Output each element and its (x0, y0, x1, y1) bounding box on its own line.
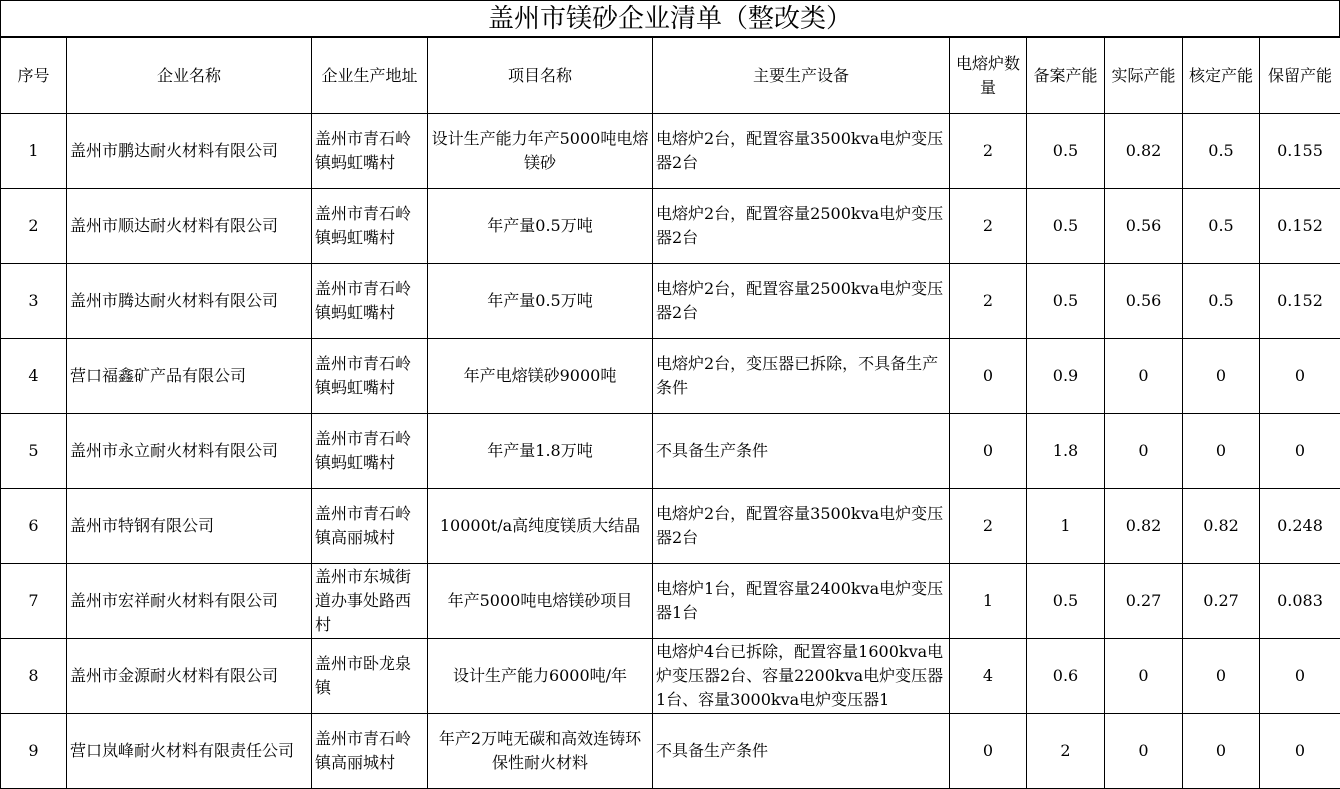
sheet-title: 盖州市镁砂企业清单（整改类） (0, 0, 1340, 37)
cell-actual-capacity: 0 (1105, 714, 1183, 789)
cell-furnace-count: 0 (950, 339, 1027, 414)
cell-actual-capacity: 0 (1105, 414, 1183, 489)
cell-company-name: 盖州市顺达耐火材料有限公司 (67, 189, 312, 264)
cell-approved-capacity: 0 (1183, 414, 1260, 489)
cell-no: 1 (1, 114, 67, 189)
cell-project: 10000t/a高纯度镁质大结晶 (428, 489, 653, 564)
cell-filed-capacity: 0.5 (1027, 114, 1105, 189)
col-header-project: 项目名称 (428, 38, 653, 114)
cell-address: 盖州市青石岭镇蚂虹嘴村 (312, 114, 428, 189)
col-header-name: 企业名称 (67, 38, 312, 114)
cell-address: 盖州市青石岭镇高丽城村 (312, 714, 428, 789)
cell-no: 9 (1, 714, 67, 789)
cell-filed-capacity: 2 (1027, 714, 1105, 789)
cell-filed-capacity: 1.8 (1027, 414, 1105, 489)
col-header-retained-capacity: 保留产能 (1260, 38, 1340, 114)
cell-project: 年产量0.5万吨 (428, 264, 653, 339)
cell-furnace-count: 0 (950, 714, 1027, 789)
cell-equipment: 电熔炉1台，配置容量2400kva电炉变压器1台 (653, 564, 950, 639)
cell-no: 6 (1, 489, 67, 564)
cell-actual-capacity: 0.82 (1105, 114, 1183, 189)
cell-project: 年产5000吨电熔镁砂项目 (428, 564, 653, 639)
cell-equipment: 电熔炉2台，变压器已拆除，不具备生产条件 (653, 339, 950, 414)
cell-furnace-count: 2 (950, 264, 1027, 339)
cell-no: 4 (1, 339, 67, 414)
cell-company-name: 盖州市腾达耐火材料有限公司 (67, 264, 312, 339)
cell-retained-capacity: 0.083 (1260, 564, 1340, 639)
col-header-no: 序号 (1, 38, 67, 114)
cell-equipment: 电熔炉4台已拆除，配置容量1600kva电炉变压器2台、容量2200kva电炉变压器1台、容量3000kva电炉变压器1 (653, 639, 950, 714)
cell-company-name: 营口岚峰耐火材料有限责任公司 (67, 714, 312, 789)
cell-filed-capacity: 0.5 (1027, 564, 1105, 639)
cell-furnace-count: 2 (950, 489, 1027, 564)
cell-project: 年产量0.5万吨 (428, 189, 653, 264)
cell-retained-capacity: 0 (1260, 639, 1340, 714)
cell-furnace-count: 2 (950, 114, 1027, 189)
cell-project: 年产电熔镁砂9000吨 (428, 339, 653, 414)
table-row (1, 714, 1340, 789)
cell-furnace-count: 4 (950, 639, 1027, 714)
cell-retained-capacity: 0.248 (1260, 489, 1340, 564)
cell-company-name: 盖州市宏祥耐火材料有限公司 (67, 564, 312, 639)
table-row (1, 264, 1340, 339)
cell-company-name: 盖州市鹏达耐火材料有限公司 (67, 114, 312, 189)
cell-filed-capacity: 0.5 (1027, 264, 1105, 339)
cell-approved-capacity: 0 (1183, 639, 1260, 714)
cell-filed-capacity: 1 (1027, 489, 1105, 564)
header-row (1, 38, 1340, 114)
cell-equipment: 电熔炉2台，配置容量3500kva电炉变压器2台 (653, 114, 950, 189)
cell-project: 设计生产能力年产5000吨电熔镁砂 (428, 114, 653, 189)
cell-filed-capacity: 0.6 (1027, 639, 1105, 714)
col-header-filed-capacity: 备案产能 (1027, 38, 1105, 114)
cell-approved-capacity: 0 (1183, 339, 1260, 414)
cell-no: 7 (1, 564, 67, 639)
cell-furnace-count: 1 (950, 564, 1027, 639)
cell-address: 盖州市青石岭镇高丽城村 (312, 489, 428, 564)
table-row (1, 414, 1340, 489)
cell-equipment: 不具备生产条件 (653, 714, 950, 789)
cell-company-name: 盖州市永立耐火材料有限公司 (67, 414, 312, 489)
cell-project: 年产量1.8万吨 (428, 414, 653, 489)
cell-company-name: 盖州市金源耐火材料有限公司 (67, 639, 312, 714)
cell-address: 盖州市青石岭镇蚂虹嘴村 (312, 339, 428, 414)
cell-actual-capacity: 0 (1105, 639, 1183, 714)
cell-retained-capacity: 0 (1260, 414, 1340, 489)
cell-actual-capacity: 0.56 (1105, 264, 1183, 339)
cell-retained-capacity: 0.152 (1260, 189, 1340, 264)
table-row (1, 564, 1340, 639)
cell-approved-capacity: 0.5 (1183, 189, 1260, 264)
cell-no: 8 (1, 639, 67, 714)
cell-equipment: 电熔炉2台，配置容量3500kva电炉变压器2台 (653, 489, 950, 564)
cell-retained-capacity: 0.155 (1260, 114, 1340, 189)
cell-equipment: 不具备生产条件 (653, 414, 950, 489)
cell-address: 盖州市青石岭镇蚂虹嘴村 (312, 414, 428, 489)
table-row (1, 189, 1340, 264)
cell-approved-capacity: 0.5 (1183, 114, 1260, 189)
cell-address: 盖州市卧龙泉镇 (312, 639, 428, 714)
cell-retained-capacity: 0 (1260, 339, 1340, 414)
table-row (1, 639, 1340, 714)
cell-approved-capacity: 0.82 (1183, 489, 1260, 564)
cell-actual-capacity: 0.82 (1105, 489, 1183, 564)
cell-no: 5 (1, 414, 67, 489)
cell-furnace-count: 0 (950, 414, 1027, 489)
cell-filed-capacity: 0.9 (1027, 339, 1105, 414)
col-header-address: 企业生产地址 (312, 38, 428, 114)
col-header-furnace-count: 电熔炉数量 (950, 38, 1027, 114)
enterprise-table (0, 37, 1340, 789)
table-row (1, 339, 1340, 414)
col-header-actual-capacity: 实际产能 (1105, 38, 1183, 114)
table-row (1, 489, 1340, 564)
cell-furnace-count: 2 (950, 189, 1027, 264)
cell-approved-capacity: 0.5 (1183, 264, 1260, 339)
table-row (1, 114, 1340, 189)
cell-actual-capacity: 0.27 (1105, 564, 1183, 639)
cell-actual-capacity: 0.56 (1105, 189, 1183, 264)
cell-retained-capacity: 0.152 (1260, 264, 1340, 339)
cell-address: 盖州市青石岭镇蚂虹嘴村 (312, 189, 428, 264)
col-header-approved-capacity: 核定产能 (1183, 38, 1260, 114)
col-header-equipment: 主要生产设备 (653, 38, 950, 114)
cell-equipment: 电熔炉2台，配置容量2500kva电炉变压器2台 (653, 264, 950, 339)
cell-no: 2 (1, 189, 67, 264)
cell-company-name: 盖州市特钢有限公司 (67, 489, 312, 564)
cell-project: 年产2万吨无碳和高效连铸环保性耐火材料 (428, 714, 653, 789)
cell-no: 3 (1, 264, 67, 339)
cell-approved-capacity: 0 (1183, 714, 1260, 789)
cell-address: 盖州市青石岭镇蚂虹嘴村 (312, 264, 428, 339)
cell-approved-capacity: 0.27 (1183, 564, 1260, 639)
cell-equipment: 电熔炉2台，配置容量2500kva电炉变压器2台 (653, 189, 950, 264)
cell-filed-capacity: 0.5 (1027, 189, 1105, 264)
cell-address: 盖州市东城街道办事处路西村 (312, 564, 428, 639)
cell-project: 设计生产能力6000吨/年 (428, 639, 653, 714)
cell-company-name: 营口福鑫矿产品有限公司 (67, 339, 312, 414)
cell-retained-capacity: 0 (1260, 714, 1340, 789)
cell-actual-capacity: 0 (1105, 339, 1183, 414)
